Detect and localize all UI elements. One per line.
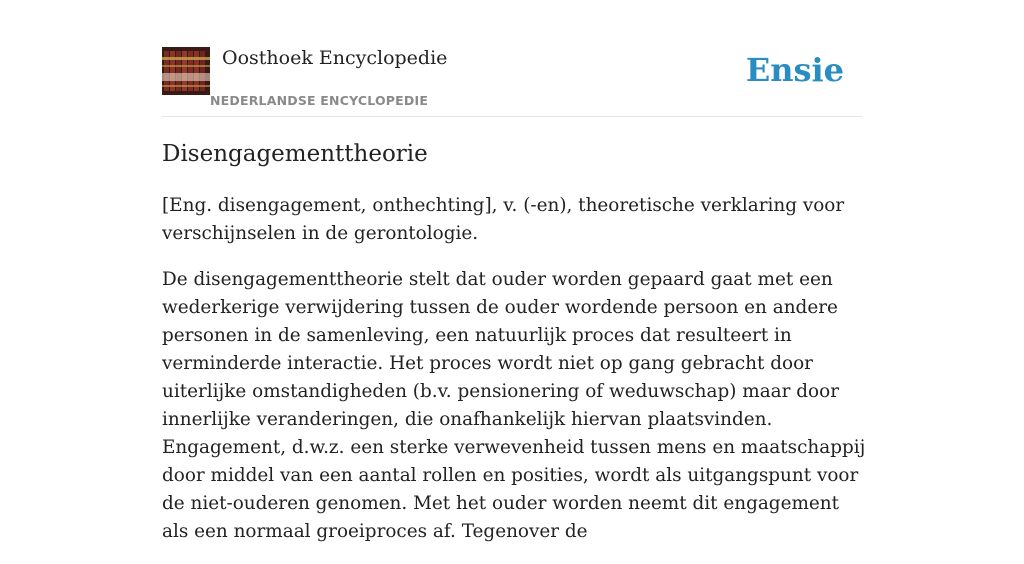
article-paragraph: De disengagementtheorie stelt dat ouder worden gepaard gaat met een wederkerige verwijdering tussen de ouder wordende persoon en andere personen in de samenleving, een natuurlijk proces dat resulteert in verminderde interactie. Het proces wordt niet op gang gebracht door uiterlijke omstandigheden (b.v. pensionering of weduwschap) maar door innerlijke veranderingen, die onafhankelijk hiervan plaatsvinden. Engagement, d.w.z. een sterke verwevenheid tussen mens en maatschappij door middel van een aantal rollen en posities, wordt als uitgangspunt voor de niet-ouderen genomen. Met het ouder worden neemt dit engagement als een normaal groeiproces af. Tegenover de [162, 269, 866, 542]
site-subtitle: NEDERLANDSE ENCYCLOPEDIE [210, 93, 429, 108]
article-title: Disengagementtheorie [162, 141, 428, 167]
brand-logo[interactable]: Ensie [745, 51, 844, 89]
encyclopedia-books-icon[interactable] [162, 47, 210, 95]
article-paragraph: [Eng. disengagement, onthechting], v. (-en), theoretische verklaring voor verschijnselen in de gerontologie. [162, 195, 845, 244]
books-image [162, 47, 210, 95]
article [162, 138, 868, 564]
site-header [162, 46, 862, 117]
site-name[interactable]: Oosthoek Encyclopedie [222, 47, 448, 69]
